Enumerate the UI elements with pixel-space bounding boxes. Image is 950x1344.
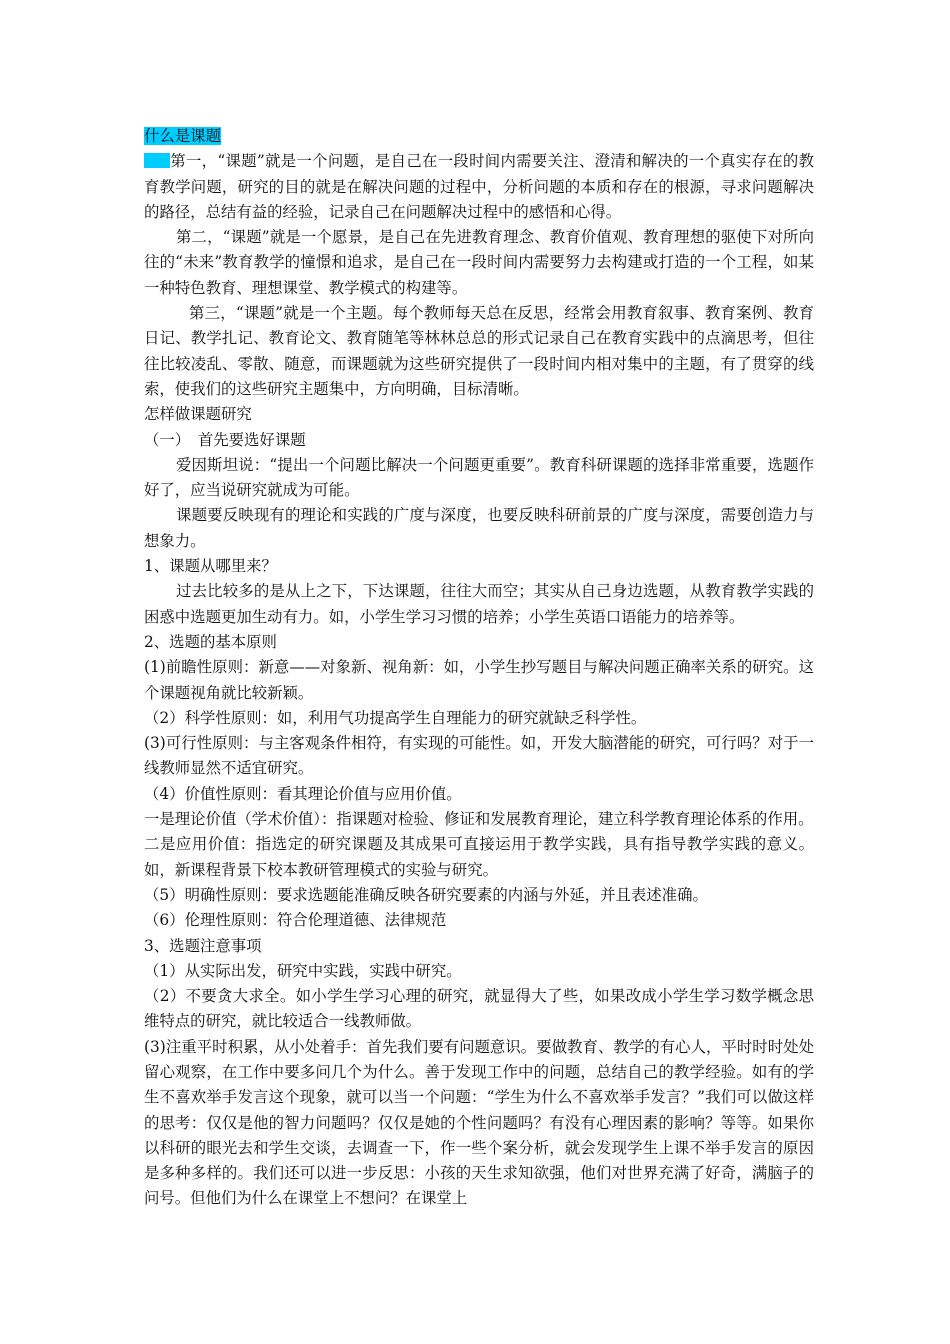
heading-notes: 3、选题注意事项 — [144, 936, 262, 955]
paragraph-past-topics: 过去比较多的是从上之下，下达课题，往往大而空；其实从自己身边选题，从教育教学实践的困惑中选题更加生动有力。如，小学生学习习惯的培养；小学生英语口语能力的培养等。 — [144, 582, 814, 626]
selection-marker — [144, 153, 170, 168]
principle-scientific: （2）科学性原则：如，利用气功提高学生自理能力的研究就缺乏科学性。 — [144, 708, 647, 727]
paragraph-reflect: 课题要反映现有的理论和实践的广度与深度，也要反映科研前景的广度与深度，需要创造力与想象力。 — [144, 506, 814, 550]
paragraph-first — [144, 149, 814, 225]
principle-clarity: （5）明确性原则：要求选题能准确反映各研究要素的内涵与外延，并且表述准确。 — [144, 885, 708, 904]
heading-how-to-research: 怎样做课题研究 — [144, 405, 252, 424]
note-not-too-big: （2）不要贪大求全。如小学生学习心理的研究，就显得大了些，如果改成小学生学习数学概念思维特点的研究，就比较适合一线教师做。 — [144, 987, 814, 1031]
section-title — [144, 124, 814, 149]
paragraph-first-text: 第一，“课题”就是一个问题，是自己在一段时间内需要关注、澄清和解决的一个真实存在的教育教学问题，研究的目的就是在解决问题的过程中，分析问题的本质和存在的根源，寻求问题解决的路径，总结有益的经验，记录自己在问题解决过程中的感悟和心得。 — [144, 152, 814, 221]
principle-forward-looking: (1)前瞻性原则：新意——对象新、视角新：如，小学生抄写题目与解决问题正确率关系的研究。这个课题视角就比较新颖。 — [144, 658, 814, 702]
note-accumulate: (3)注重平时积累，从小处着手：首先我们要有问题意识。要做教育、教学的有心人，平时时时处处留心观察，在工作中要多问几个为什么。善于发现工作中的问题，总结自己的教学经验。如有的学生不喜欢举手发言这个现象，就可以当一个问题：“学生为什么不喜欢举手发言？”我们可以做这样的思考：仅仅是他的智力问题吗？仅仅是她的个性问题吗？有没有心理因素的影响？等等。如果你以科研的眼光去和学生交谈，去调查一下，作一些个案分析，就会发现学生上课不举手发言的原因是多种多样的。我们还可以进一步反思：小孩的天生求知欲强，他们对世界充满了好奇，满脑子的问号。但他们为什么在课堂上不想问？在课堂上 — [144, 1037, 814, 1208]
note-practice: （1）从实际出发，研究中实践，实践中研究。 — [144, 961, 462, 980]
paragraph-third: 第三，“课题”就是一个主题。每个教师每天总在反思，经常会用教育叙事、教育案例、教育日记、教学扎记、教育论文、教育随笔等林林总总的形式记录自己在教育实践中的点滴思考，但往往比较凌乱、零散、随意，而课题就为这些研究提供了一段时间内相对集中的主题，有了贯穿的线索，使我们的这些研究主题集中，方向明确，目标清晰。 — [144, 304, 814, 398]
principle-feasible: (3)可行性原则：与主客观条件相符，有实现的可能性。如，开发大脑潜能的研究，可行吗？对于一线教师显然不适宜研究。 — [144, 734, 814, 778]
principle-value: （4）价值性原则：看其理论价值与应用价值。 — [144, 784, 462, 803]
subheading-choose-topic: （一） 首先要选好课题 — [144, 430, 306, 449]
value-theory: 一是理论价值（学术价值）：指课题对检验、修证和发展教育理论，建立科学教育理论体系的作用。 — [144, 810, 814, 829]
paragraph-second: 第二，“课题”就是一个愿景，是自己在先进教育理念、教育价值观、教育理想的驱使下对所向往的“未来”教育教学的憧憬和追求，是自己在一段时间内需要努力去构建或打造的一个工程，如某一种特色教育、理想课堂、教学模式的构建等。 — [144, 228, 814, 297]
value-application: 二是应用价值：指选定的研究课题及其成果可直接运用于教学实践，具有指导教学实践的意义。如，新课程背景下校本教研管理模式的实验与研究。 — [144, 835, 814, 879]
paragraph-einstein: 爱因斯坦说：“提出一个问题比解决一个问题更重要”。教育科研课题的选择非常重要，选题作好了，应当说研究就成为可能。 — [144, 455, 814, 500]
title-highlight: 什么是课题 — [144, 127, 221, 145]
question-where-from: 1、课题从哪里来？ — [144, 557, 277, 576]
principle-ethics: （6）伦理性原则：符合伦理道德、法律规范 — [144, 911, 447, 930]
heading-basic-principles: 2、选题的基本原则 — [144, 632, 277, 651]
document-body — [144, 124, 814, 1212]
